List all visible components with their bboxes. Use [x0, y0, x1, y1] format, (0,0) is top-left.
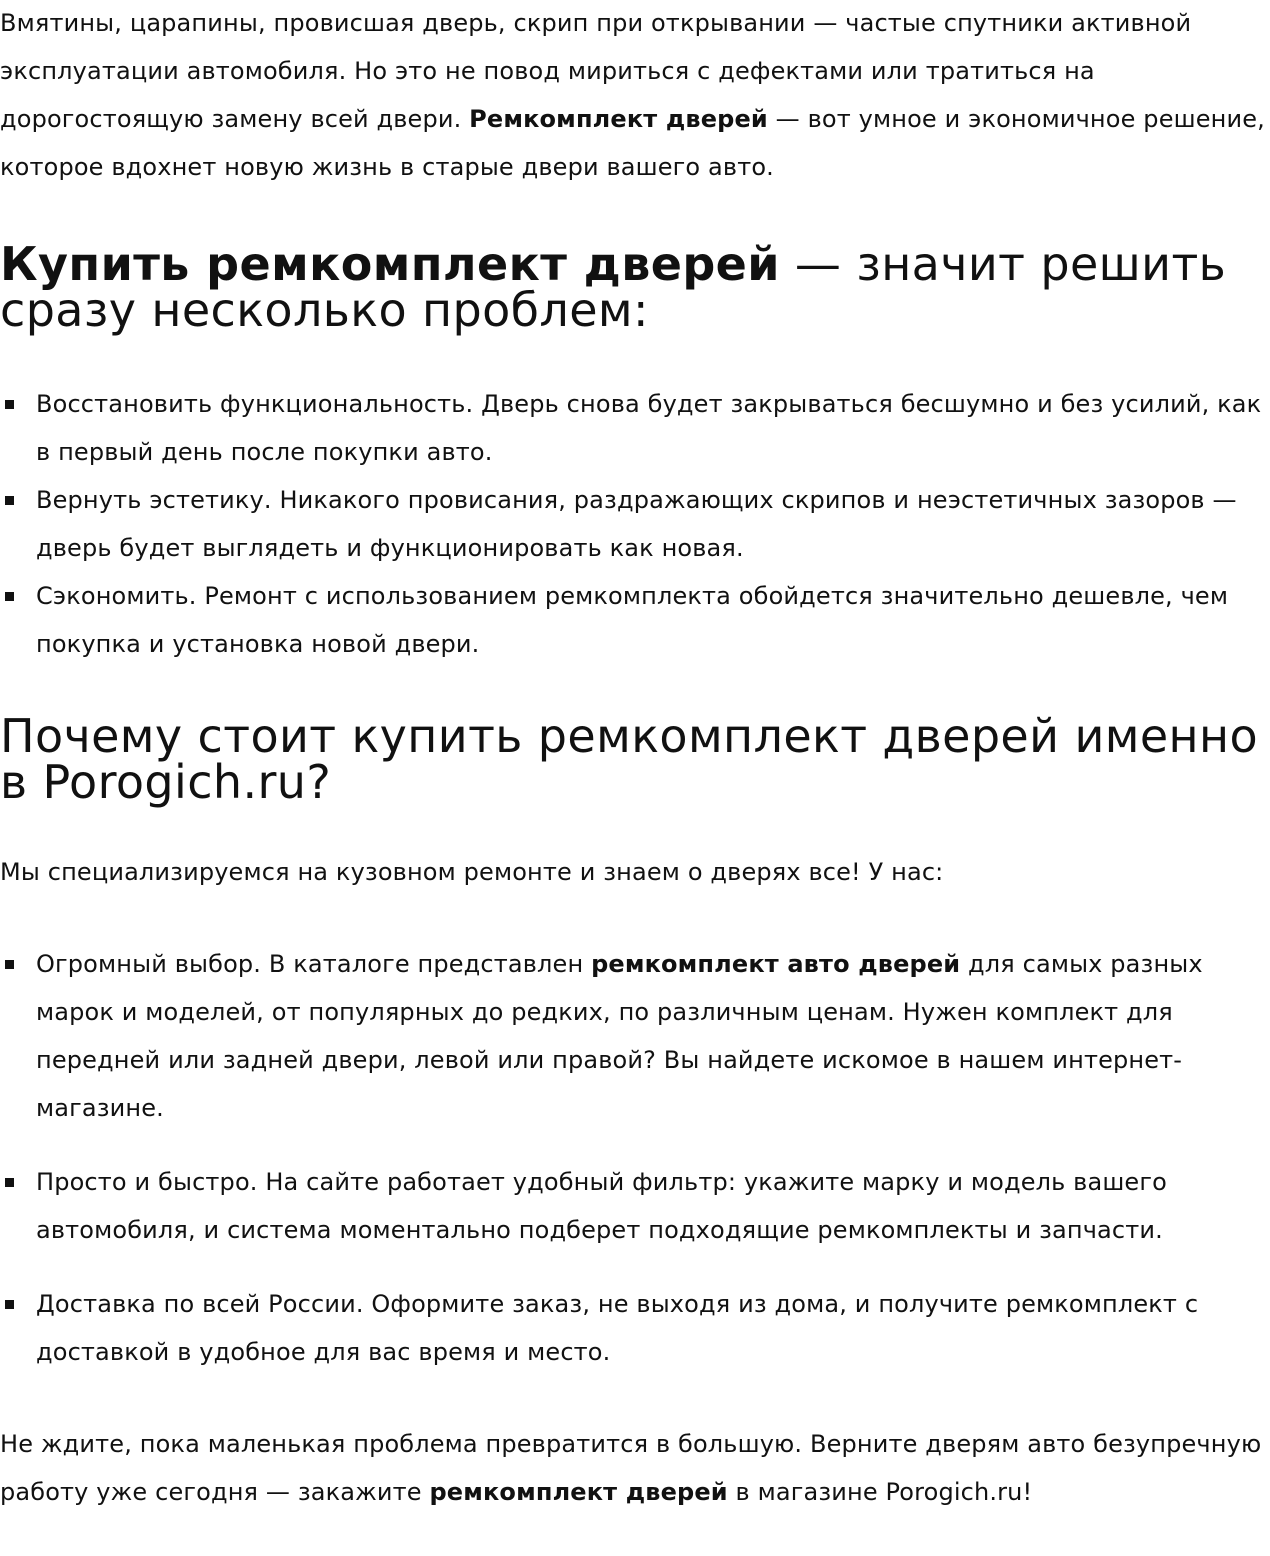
- heading-buy-kit-bold: Купить ремкомплект дверей: [0, 237, 780, 291]
- reason-bold-keyword: ремкомплект авто дверей: [591, 950, 961, 978]
- bullet-square-icon: [5, 400, 14, 409]
- heading-buy-kit-rest: — значит решить сразу несколько проблем:: [0, 237, 1227, 337]
- closing-paragraph: [0, 1420, 1270, 1516]
- reason-text-end: для самых разных марок и моделей, от популярных до редких, по различным ценам. Нужен комплект для передней или задней двери, левой или правой? Вы найдете искомое в нашем интернет-магазине.: [36, 950, 1203, 1122]
- list-item: [0, 940, 1270, 1132]
- bullet-square-icon: [5, 1300, 14, 1309]
- list-item: [0, 380, 1270, 476]
- intro-text-start: Вмятины, царапины, провисшая дверь, скрип при открывании — частые спутники активной эксплуатации автомобиля. Но это не повод мириться с дефектами или тратиться на дорогостоящую замену всей двери.: [0, 9, 1192, 133]
- heading-buy-kit: [0, 237, 1270, 337]
- list-item: [0, 572, 1270, 668]
- closing-bold-keyword: ремкомплект дверей: [429, 1478, 728, 1506]
- heading-why-porogich: Почему стоит купить ремкомплект дверей именно в Porogich.ru?: [0, 709, 1259, 809]
- why-intro-paragraph: Мы специализируемся на кузовном ремонте и знаем о дверях все! У нас:: [0, 858, 944, 886]
- intro-text-end: — вот умное и экономичное решение, которое вдохнет новую жизнь в старые двери вашего авто.: [0, 105, 1265, 181]
- reason-text: Просто и быстро. На сайте работает удобный фильтр: укажите марку и модель вашего автомобиля, и система моментально подберет подходящие ремкомплекты и запчасти.: [36, 1168, 1167, 1244]
- list-item: [0, 1280, 1270, 1376]
- bullet-square-icon: [5, 592, 14, 601]
- closing-text-start: Не ждите, пока маленькая проблема превратится в большую. Верните дверям авто безупречную работу уже сегодня — закажите: [0, 1430, 1262, 1506]
- list-item: [0, 1158, 1270, 1254]
- bullet-square-icon: [5, 1178, 14, 1187]
- bullet-square-icon: [5, 496, 14, 505]
- benefit-text: Восстановить функциональность. Дверь снова будет закрываться бесшумно и без усилий, как в первый день после покупки авто.: [36, 390, 1262, 466]
- reasons-list: [0, 940, 1270, 1376]
- bullet-square-icon: [5, 960, 14, 969]
- intro-bold-keyword: Ремкомплект дверей: [469, 105, 768, 133]
- benefits-list: [0, 380, 1270, 668]
- reason-text: Доставка по всей России. Оформите заказ, не выходя из дома, и получите ремкомплект с доставкой в удобное для вас время и место.: [36, 1290, 1199, 1366]
- intro-paragraph: [0, 0, 1270, 191]
- benefit-text: Сэкономить. Ремонт с использованием ремкомплекта обойдется значительно дешевле, чем покупка и установка новой двери.: [36, 582, 1229, 658]
- reason-text-start: Огромный выбор. В каталоге представлен: [36, 950, 592, 978]
- closing-text-end: в магазине Porogich.ru!: [727, 1478, 1033, 1506]
- list-item: [0, 476, 1270, 572]
- benefit-text: Вернуть эстетику. Никакого провисания, раздражающих скрипов и неэстетичных зазоров — дверь будет выглядеть и функционировать как новая.: [36, 486, 1237, 562]
